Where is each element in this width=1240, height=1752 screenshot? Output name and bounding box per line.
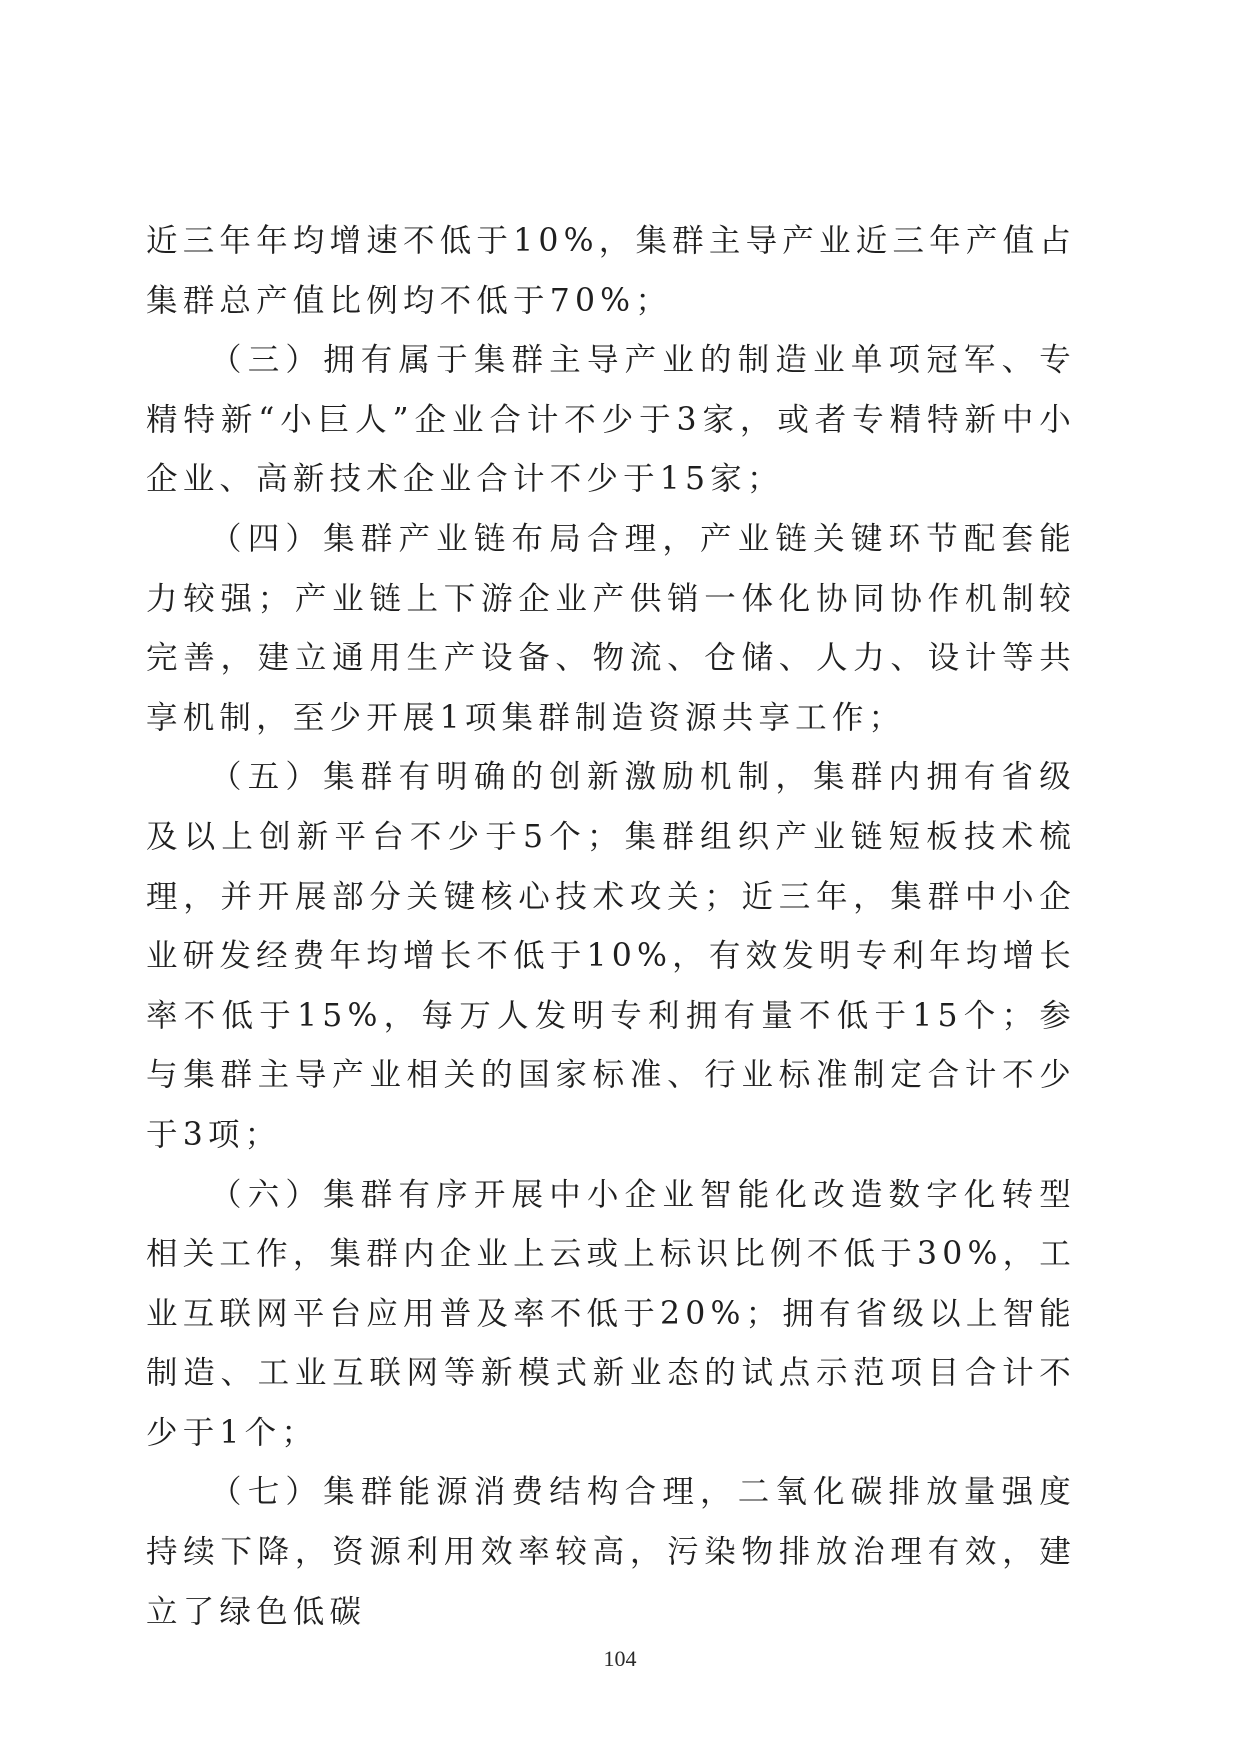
paragraph-item-4: （四）集群产业链布局合理，产业链关键环节配套能力较强；产业链上下游企业产供销一体化协同协作机制较完善，建立通用生产设备、物流、仓储、人力、设计等共享机制，至少开展1项集群制造资源共享工作； bbox=[146, 520, 1076, 736]
paragraph-item-6: （六）集群有序开展中小企业智能化改造数字化转型相关工作，集群内企业上云或上标识比例不低于30%，工业互联网平台应用普及率不低于20%；拥有省级以上智能制造、工业互联网等新模式新业态的试点示范项目合计不少于1个； bbox=[146, 1176, 1076, 1451]
paragraph-continuation: 近三年年均增速不低于10%，集群主导产业近三年产值占集群总产值比例均不低于70%； bbox=[146, 223, 1076, 319]
page-number: 104 bbox=[603, 1646, 637, 1671]
document-body bbox=[146, 212, 1076, 1642]
paragraph-item-3: （三）拥有属于集群主导产业的制造业单项冠军、专精特新“小巨人”企业合计不少于3家，或者专精特新中小企业、高新技术企业合计不少于15家； bbox=[146, 342, 1076, 498]
paragraph-item-5: （五）集群有明确的创新激励机制，集群内拥有省级及以上创新平台不少于5个；集群组织产业链短板技术梳理，并开展部分关键核心技术攻关；近三年，集群中小企业研发经费年均增长不低于10%，有效发明专利年均增长率不低于15%，每万人发明专利拥有量不低于15个；参与集群主导产业相关的国家标准、行业标准制定合计不少于3项； bbox=[146, 759, 1076, 1153]
paragraph-item-7: （七）集群能源消费结构合理，二氧化碳排放量强度持续下降，资源利用效率较高，污染物排放治理有效，建立了绿色低碳 bbox=[146, 1474, 1076, 1630]
